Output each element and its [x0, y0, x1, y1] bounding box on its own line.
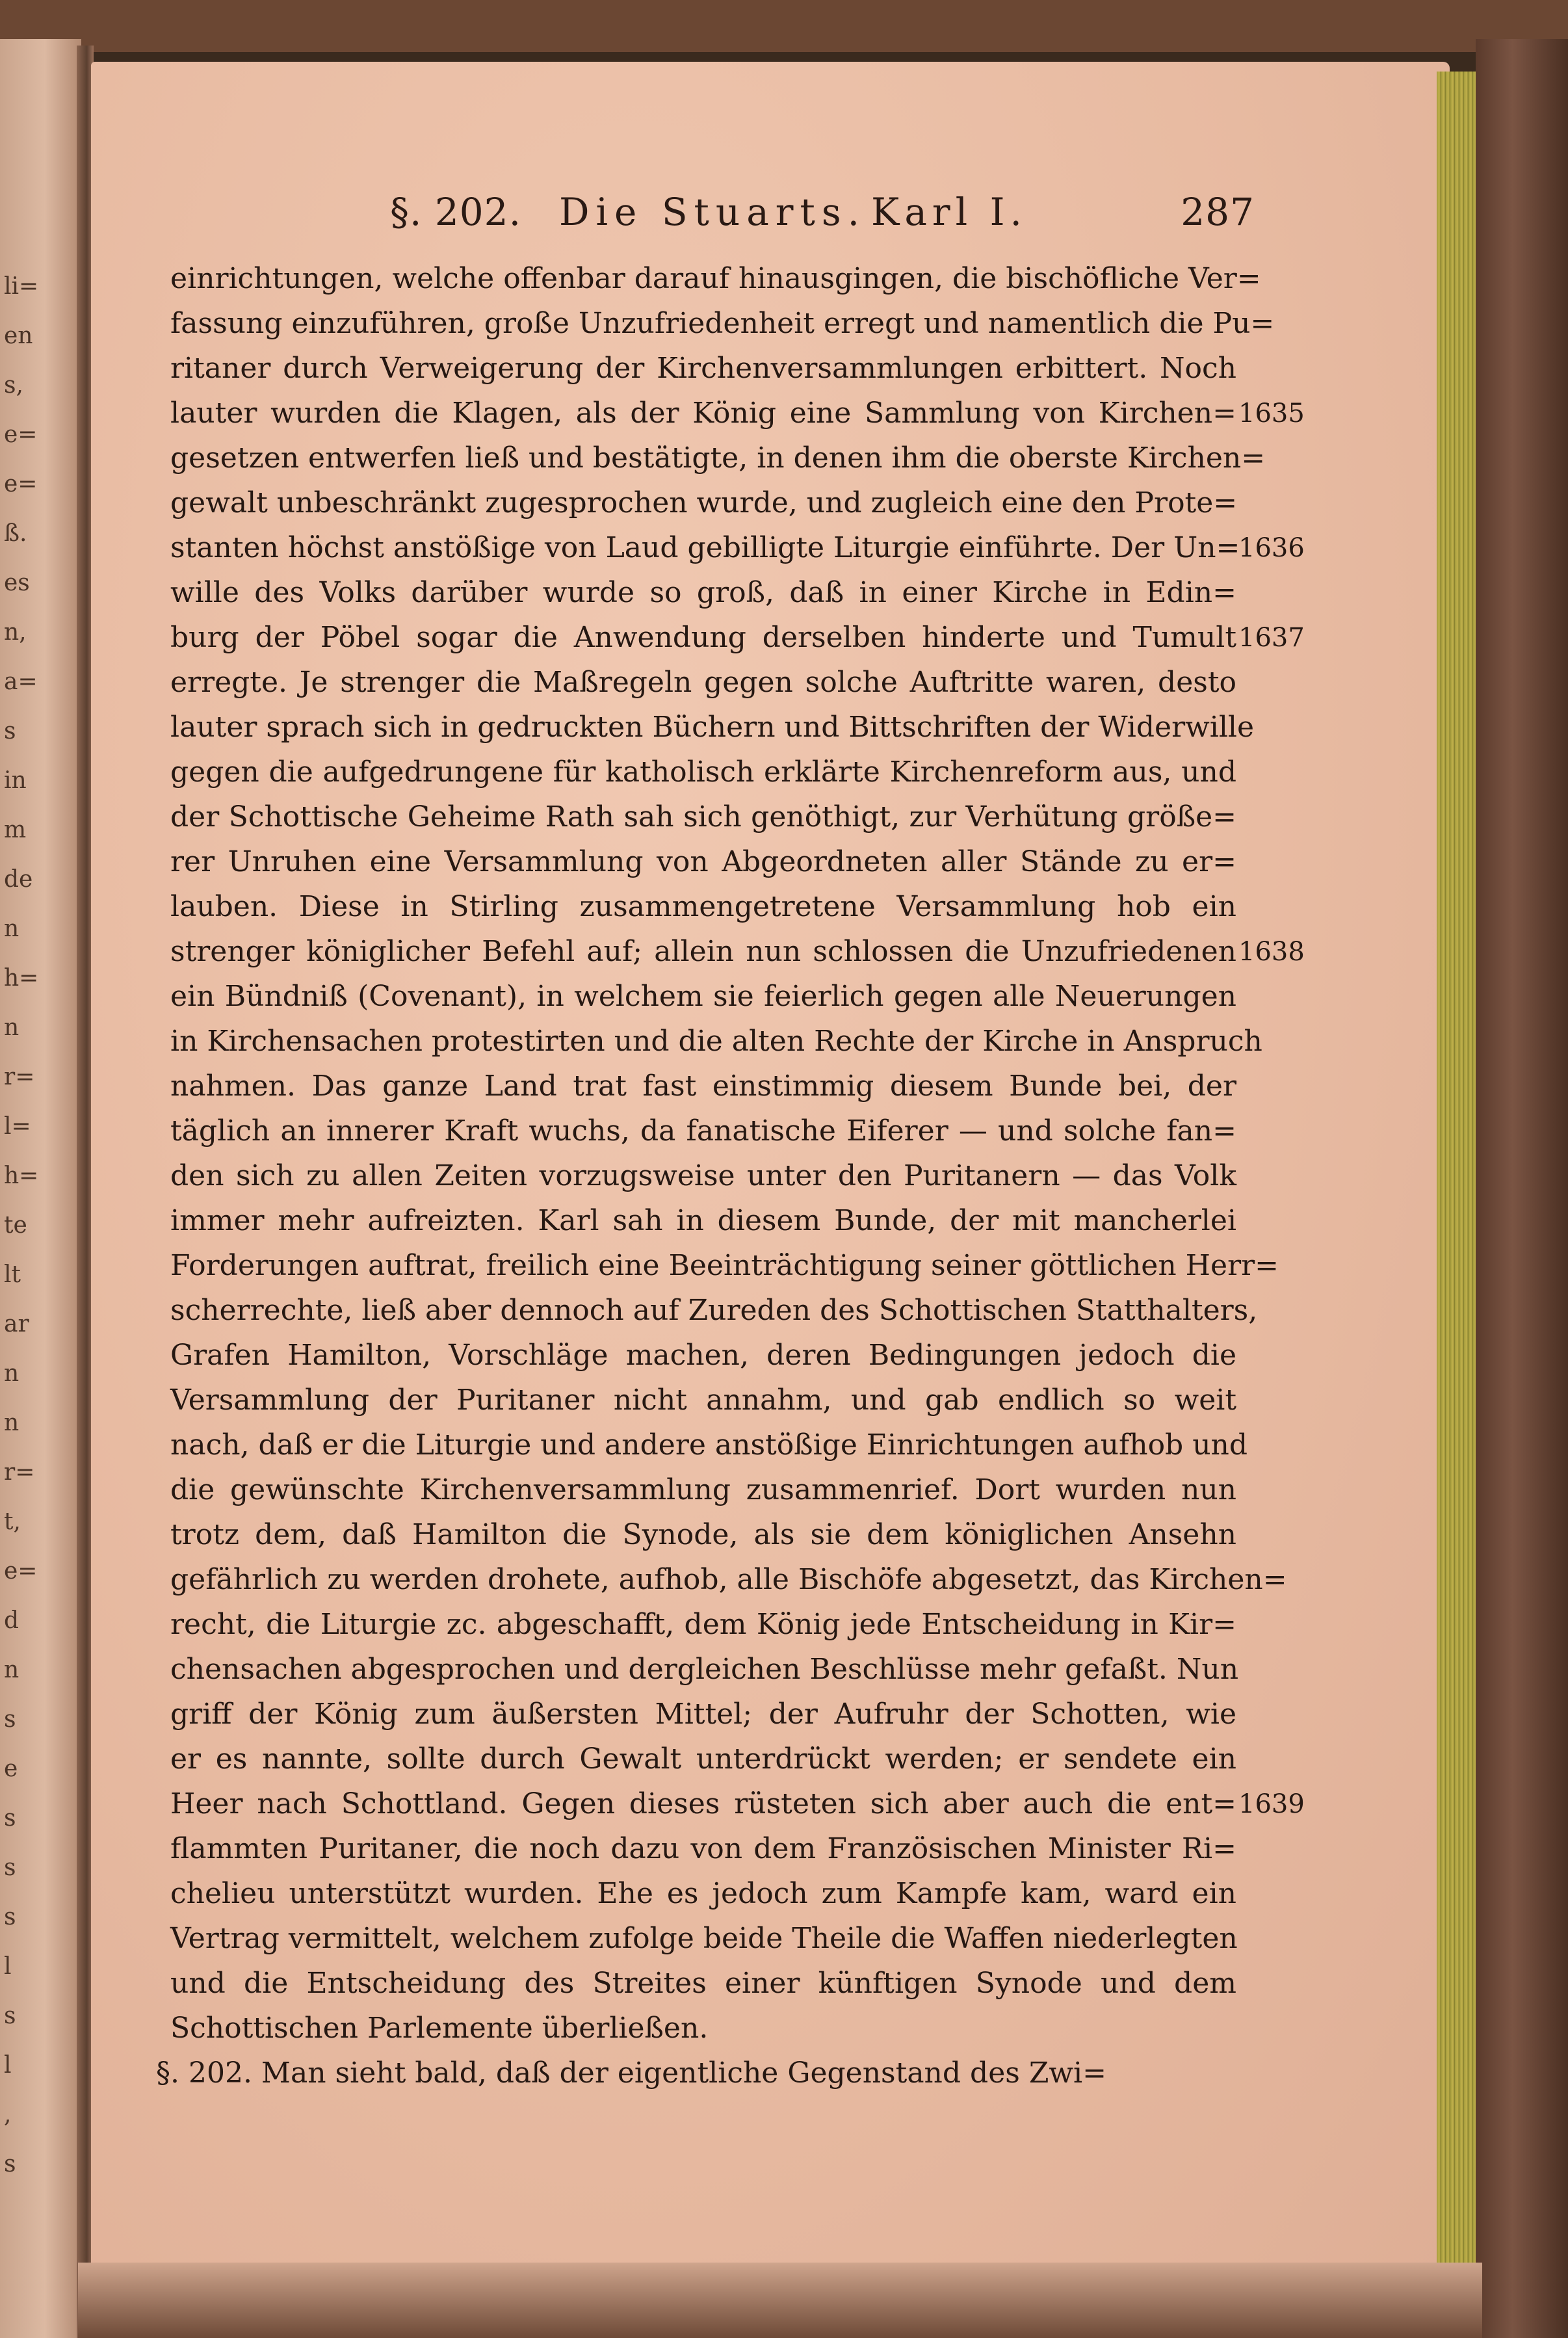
text-line: burg der Pöbel sogar die Anwendung derselben hinderte und Tumult [170, 621, 1236, 654]
previous-page-fragment: s [4, 1706, 16, 1733]
previous-page-fragment: en [4, 322, 33, 349]
previous-page-fragment: , [4, 2101, 12, 2128]
previous-page-fragment: s [4, 2151, 16, 2177]
previous-page-fragment: l= [4, 1113, 31, 1140]
page-number: 287 [1181, 190, 1255, 234]
previous-page-fragment: ar [4, 1311, 29, 1337]
text-line: scherrechte, ließ aber dennoch auf Zureden des Schottischen Statthalters, [170, 1294, 1258, 1327]
text-line: die gewünschte Kirchenversammlung zusammenrief. Dort wurden nun [170, 1473, 1236, 1506]
margin-year: 1635 [1238, 399, 1305, 428]
text-line: fassung einzuführen, große Unzufriedenheit erregt und namentlich die Pu= [170, 307, 1275, 340]
text-line: rer Unruhen eine Versammlung von Abgeordneten aller Stände zu er= [170, 845, 1236, 878]
previous-page-fragment: n [4, 1657, 20, 1683]
previous-page-fragment: s [4, 2003, 16, 2029]
header-title: Die Stuarts. [559, 190, 867, 234]
previous-page-fragment: l [4, 1953, 12, 1980]
text-line: er es nannte, sollte durch Gewalt unterdrückt werden; er sendete ein [170, 1742, 1236, 1776]
book-top-edge [0, 0, 1568, 52]
text-line: chelieu unterstützt wurden. Ehe es jedoch zum Kampfe kam, ward ein [170, 1877, 1236, 1910]
previous-page-fragments [0, 39, 81, 2338]
text-line: in Kirchensachen protestirten und die alten Rechte der Kirche in Anspruch [170, 1025, 1262, 1058]
text-line: wille des Volks darüber wurde so groß, daß in einer Kirche in Edin= [170, 576, 1236, 609]
text-line: lauben. Diese in Stirling zusammengetretene Versammlung hob ein [170, 890, 1236, 923]
previous-page-fragment: de [4, 866, 33, 893]
text-line: Forderungen auftrat, freilich eine Beeinträchtigung seiner göttlichen Herr= [170, 1249, 1279, 1282]
previous-page-fragment: s [4, 1805, 16, 1832]
margin-year: 1639 [1238, 1789, 1305, 1819]
previous-page-fragment: n [4, 1014, 20, 1041]
text-line: recht, die Liturgie zc. abgeschafft, dem König jede Entscheidung in Kir= [170, 1608, 1236, 1641]
previous-page-fragment: e= [4, 471, 38, 497]
previous-page-fragment: s [4, 718, 16, 744]
previous-page-fragment: te [4, 1212, 27, 1239]
text-line: gesetzen entwerfen ließ und bestätigte, in denen ihm die oberste Kirchen= [170, 441, 1266, 475]
previous-page-fragment: h= [4, 965, 39, 992]
previous-page-fragment: s [4, 1854, 16, 1881]
text-line: griff der König zum äußersten Mittel; der Aufruhr der Schotten, wie [170, 1698, 1236, 1731]
text-line: strenger königlicher Befehl auf; allein nun schlossen die Unzufriedenen [170, 935, 1236, 968]
book-cover [1476, 39, 1568, 2338]
previous-page-fragment: l [4, 2052, 12, 2079]
previous-page-fragment: in [4, 767, 27, 794]
margin-year: 1637 [1238, 623, 1305, 653]
previous-page-fragment: n [4, 915, 20, 942]
previous-page-fragment: r= [4, 1064, 35, 1090]
previous-page-fragment: e [4, 1755, 18, 1782]
previous-page-fragment: n [4, 1360, 20, 1387]
text-line: Heer nach Schottland. Gegen dieses rüsteten sich aber auch die ent= [170, 1787, 1236, 1820]
text-line: nach, daß er die Liturgie und andere anstößige Einrichtungen aufhob und [170, 1428, 1248, 1462]
previous-page-fragment: ß. [4, 520, 27, 547]
margin-year: 1636 [1238, 533, 1305, 563]
text-line: erregte. Je strenger die Maßregeln gegen solche Auftritte waren, desto [170, 666, 1236, 699]
previous-page-fragment: h= [4, 1162, 39, 1189]
text-line: Vertrag vermittelt, welchem zufolge beide Theile die Waffen niederlegten [170, 1922, 1238, 1955]
text-line: lauter sprach sich in gedruckten Büchern und Bittschriften der Widerwille [170, 711, 1255, 744]
running-header [390, 190, 1255, 242]
previous-page-fragment: li= [4, 273, 39, 300]
previous-page-edge [0, 39, 81, 2338]
text-line: trotz dem, daß Hamilton die Synode, als sie dem königlichen Ansehn [170, 1518, 1236, 1551]
previous-page-fragment: r= [4, 1459, 35, 1486]
text-line: Schottischen Parlemente überließen. [170, 2012, 709, 2045]
text-line: und die Entscheidung des Streites einer künftigen Synode und dem [170, 1967, 1236, 2000]
text-line: chensachen abgesprochen und dergleichen Beschlüsse mehr gefaßt. Nun [170, 1653, 1239, 1686]
previous-page-fragment: s, [4, 372, 23, 399]
page-bottom-shadow [78, 2263, 1482, 2338]
previous-page-fragment: n, [4, 619, 27, 646]
header-ruler: Karl I. [871, 190, 1027, 234]
text-line: gewalt unbeschränkt zugesprochen wurde, und zugleich eine den Prote= [170, 486, 1238, 519]
text-line: immer mehr aufreizten. Karl sah in diesem Bunde, der mit mancherlei [170, 1204, 1236, 1237]
text-line: lauter wurden die Klagen, als der König eine Sammlung von Kirchen= [170, 397, 1236, 430]
text-line: der Schottische Geheime Rath sah sich genöthigt, zur Verhütung größe= [170, 800, 1236, 834]
text-line: flammten Puritaner, die noch dazu von dem Französischen Minister Ri= [170, 1832, 1236, 1865]
text-line: nahmen. Das ganze Land trat fast einstimmig diesem Bunde bei, der [170, 1070, 1236, 1103]
text-line: stanten höchst anstößige von Laud gebilligte Liturgie einführte. Der Un= [170, 531, 1240, 564]
text-line: gegen die aufgedrungene für katholisch erklärte Kirchenreform aus, und [170, 755, 1236, 789]
previous-page-fragment: d [4, 1607, 20, 1634]
previous-page-fragment: n [4, 1410, 20, 1436]
previous-page-fragment: t, [4, 1508, 21, 1535]
text-line: den sich zu allen Zeiten vorzugsweise unter den Puritanern — das Volk [170, 1159, 1236, 1192]
text-line: §. 202. Man sieht bald, daß der eigentliche Gegenstand des Zwi= [156, 2056, 1106, 2090]
text-line: Grafen Hamilton, Vorschläge machen, deren Bedingungen jedoch die [170, 1339, 1236, 1372]
text-line: einrichtungen, welche offenbar darauf hinausgingen, die bischöfliche Ver= [170, 262, 1261, 295]
margin-year: 1638 [1238, 937, 1305, 967]
previous-page-fragment: e= [4, 421, 38, 448]
header-section: §. 202. [390, 190, 522, 234]
text-line: ritaner durch Verweigerung der Kirchenversammlungen erbittert. Noch [170, 352, 1236, 385]
previous-page-fragment: e= [4, 1558, 38, 1584]
text-line: Versammlung der Puritaner nicht annahm, und gab endlich so weit [170, 1384, 1236, 1417]
previous-page-fragment: a= [4, 668, 38, 695]
previous-page-fragment: lt [4, 1261, 21, 1288]
text-line: gefährlich zu werden drohete, aufhob, alle Bischöfe abgesetzt, das Kirchen= [170, 1563, 1287, 1596]
previous-page-fragment: s [4, 1904, 16, 1930]
text-line: ein Bündniß (Covenant), in welchem sie feierlich gegen alle Neuerungen [170, 980, 1236, 1013]
text-line: täglich an innerer Kraft wuchs, da fanatische Eiferer — und solche fan= [170, 1114, 1236, 1148]
previous-page-fragment: m [4, 817, 27, 843]
previous-page-fragment: es [4, 570, 30, 596]
